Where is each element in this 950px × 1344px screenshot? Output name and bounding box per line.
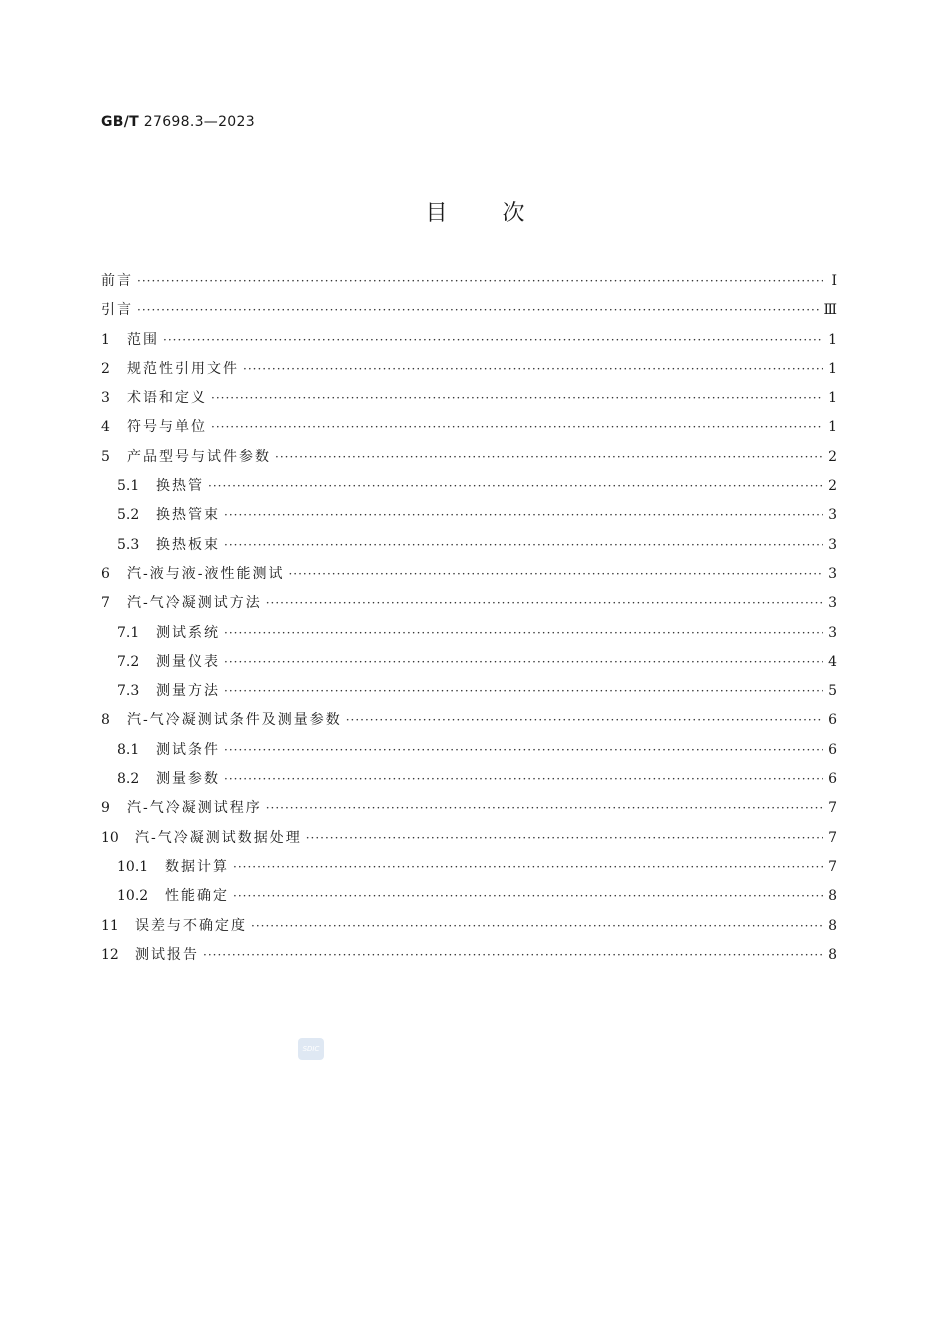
toc-entry[interactable] <box>101 475 837 504</box>
toc-entry-page: Ⅲ <box>823 302 837 319</box>
toc-leader-dots <box>163 333 823 347</box>
toc-leader-dots <box>251 919 823 933</box>
toc-entry-number: 5.1 <box>117 478 140 495</box>
toc-entry[interactable] <box>101 446 837 475</box>
toc-entry[interactable] <box>101 739 837 768</box>
toc-entry[interactable] <box>101 563 837 592</box>
toc-leader-dots <box>211 391 823 405</box>
toc-entry-number: 3 <box>101 390 110 407</box>
toc-entry-label: 汽-气冷凝测试数据处理 <box>135 829 302 846</box>
toc-entry-number: 12 <box>101 946 119 963</box>
toc-entry-page: 7 <box>828 800 837 817</box>
toc-leader-dots <box>224 684 823 698</box>
toc-entry-page: 1 <box>828 331 837 348</box>
toc-entry[interactable] <box>101 885 837 914</box>
toc-entry-page: 3 <box>828 536 837 553</box>
standard-prefix: GB/T <box>101 114 140 130</box>
toc-leader-dots <box>266 596 823 610</box>
toc-leader-dots <box>243 362 823 376</box>
toc-entry-number: 9 <box>101 800 110 817</box>
toc-entry-number: 4 <box>101 419 110 436</box>
toc-entry-page: 3 <box>828 624 837 641</box>
toc-entry[interactable] <box>101 797 837 826</box>
toc-entry-page: 1 <box>828 360 837 377</box>
toc-entry-page: 2 <box>828 478 837 495</box>
toc-entry-label: 数据计算 <box>165 858 229 875</box>
toc-entry-page: 5 <box>828 683 837 700</box>
toc-entry-number: 10.2 <box>117 888 149 905</box>
toc-entry-page: 3 <box>828 507 837 524</box>
toc-entry-number: 6 <box>101 565 110 582</box>
toc-title <box>0 196 950 227</box>
toc-leader-dots <box>137 274 823 288</box>
toc-entry-page: 6 <box>828 712 837 729</box>
toc-leader-dots <box>266 801 823 815</box>
toc-leader-dots <box>137 303 819 317</box>
toc-entry-number: 2 <box>101 360 110 377</box>
toc-entry-number: 5.3 <box>117 536 140 553</box>
toc-entry-number: 8.1 <box>117 741 140 758</box>
toc-entry-number: 7.2 <box>117 653 140 670</box>
toc-entry[interactable] <box>101 387 837 416</box>
toc-entry-page: 7 <box>828 858 837 875</box>
toc-entry-number: 5.2 <box>117 507 140 524</box>
toc-entry-label: 测量仪表 <box>156 653 220 670</box>
toc-leader-dots <box>224 772 823 786</box>
toc-entry[interactable] <box>101 768 837 797</box>
toc-leader-dots <box>346 713 823 727</box>
toc-entry-label: 产品型号与试件参数 <box>127 448 271 465</box>
toc-entry-page: 8 <box>828 946 837 963</box>
toc-leader-dots <box>224 626 823 640</box>
toc-entry-label: 测量参数 <box>156 771 220 788</box>
toc-entry-label: 测试系统 <box>156 624 220 641</box>
toc-entry-label: 术语和定义 <box>127 390 207 407</box>
toc-entry-label: 性能确定 <box>165 888 229 905</box>
toc-leader-dots <box>208 479 823 493</box>
toc-entry-number: 7.3 <box>117 683 140 700</box>
toc-leader-dots <box>203 948 823 962</box>
toc-entry[interactable] <box>101 827 837 856</box>
toc-entry-page: 1 <box>828 419 837 436</box>
toc-entry[interactable] <box>101 944 837 973</box>
toc-entry-label: 换热板束 <box>156 536 220 553</box>
toc-entry[interactable] <box>101 270 837 299</box>
toc-entry-page: 4 <box>828 653 837 670</box>
toc-entry-number: 10.1 <box>117 858 149 875</box>
toc-entry-label: 测量方法 <box>156 683 220 700</box>
toc-entry-page: 8 <box>828 888 837 905</box>
toc-entry-label: 符号与单位 <box>127 419 207 436</box>
toc-entry-label: 引言 <box>101 302 133 319</box>
toc-entry[interactable] <box>101 680 837 709</box>
toc-entry-label: 范围 <box>127 331 159 348</box>
toc-entry-page: Ⅰ <box>831 273 837 289</box>
toc-entry-page: 3 <box>828 595 837 612</box>
toc-entry-label: 换热管束 <box>156 507 220 524</box>
toc-entry-number: 7 <box>101 595 110 612</box>
toc-entry-number: 5 <box>101 448 110 465</box>
standard-code <box>101 114 255 130</box>
toc-entry-page: 3 <box>828 565 837 582</box>
watermark-logo: SDIC <box>298 1038 324 1060</box>
toc-leader-dots <box>224 508 823 522</box>
toc-entry-page: 1 <box>828 390 837 407</box>
toc-entry-label: 规范性引用文件 <box>127 360 239 377</box>
toc-entry[interactable] <box>101 856 837 885</box>
toc-leader-dots <box>224 538 823 552</box>
toc-entry-label: 测试条件 <box>156 741 220 758</box>
toc-entry-page: 7 <box>828 829 837 846</box>
toc-title-char-1: 目 <box>425 201 448 226</box>
toc-entry-number: 7.1 <box>117 624 140 641</box>
toc-entry-label: 换热管 <box>156 478 204 495</box>
toc-entry-page: 2 <box>828 448 837 465</box>
toc-leader-dots <box>233 860 823 874</box>
toc-entry-number: 10 <box>101 829 119 846</box>
toc-entry-number: 8 <box>101 712 110 729</box>
toc-entry-number: 8.2 <box>117 771 140 788</box>
toc-leader-dots <box>211 420 823 434</box>
toc-title-char-2: 次 <box>502 201 525 226</box>
toc-entry-number: 11 <box>101 917 119 934</box>
toc-entry-label: 误差与不确定度 <box>135 917 247 934</box>
table-of-contents <box>101 270 837 973</box>
toc-leader-dots <box>306 831 823 845</box>
toc-entry-label: 汽-气冷凝测试条件及测量参数 <box>127 712 342 729</box>
toc-leader-dots <box>288 567 823 581</box>
toc-leader-dots <box>224 655 823 669</box>
toc-entry[interactable] <box>101 651 837 680</box>
toc-entry-number: 1 <box>101 331 110 348</box>
toc-entry-page: 6 <box>828 771 837 788</box>
toc-entry[interactable] <box>101 592 837 621</box>
toc-entry[interactable] <box>101 622 837 651</box>
toc-entry[interactable] <box>101 534 837 563</box>
toc-entry[interactable] <box>101 358 837 387</box>
toc-entry-label: 汽-气冷凝测试程序 <box>127 800 262 817</box>
toc-entry[interactable] <box>101 299 837 328</box>
toc-entry[interactable] <box>101 504 837 533</box>
toc-entry-label: 汽-液与液-液性能测试 <box>127 565 285 582</box>
toc-leader-dots <box>275 450 823 464</box>
toc-entry[interactable] <box>101 915 837 944</box>
toc-entry[interactable] <box>101 329 837 358</box>
standard-number: 27698.3—2023 <box>143 114 255 130</box>
toc-entry-page: 8 <box>828 917 837 934</box>
toc-entry[interactable] <box>101 709 837 738</box>
toc-entry-label: 汽-气冷凝测试方法 <box>127 595 262 612</box>
toc-entry-label: 前言 <box>101 273 133 289</box>
toc-entry-label: 测试报告 <box>135 946 199 963</box>
toc-leader-dots <box>224 743 823 757</box>
toc-entry-page: 6 <box>828 741 837 758</box>
toc-leader-dots <box>233 889 823 903</box>
toc-entry[interactable] <box>101 416 837 445</box>
